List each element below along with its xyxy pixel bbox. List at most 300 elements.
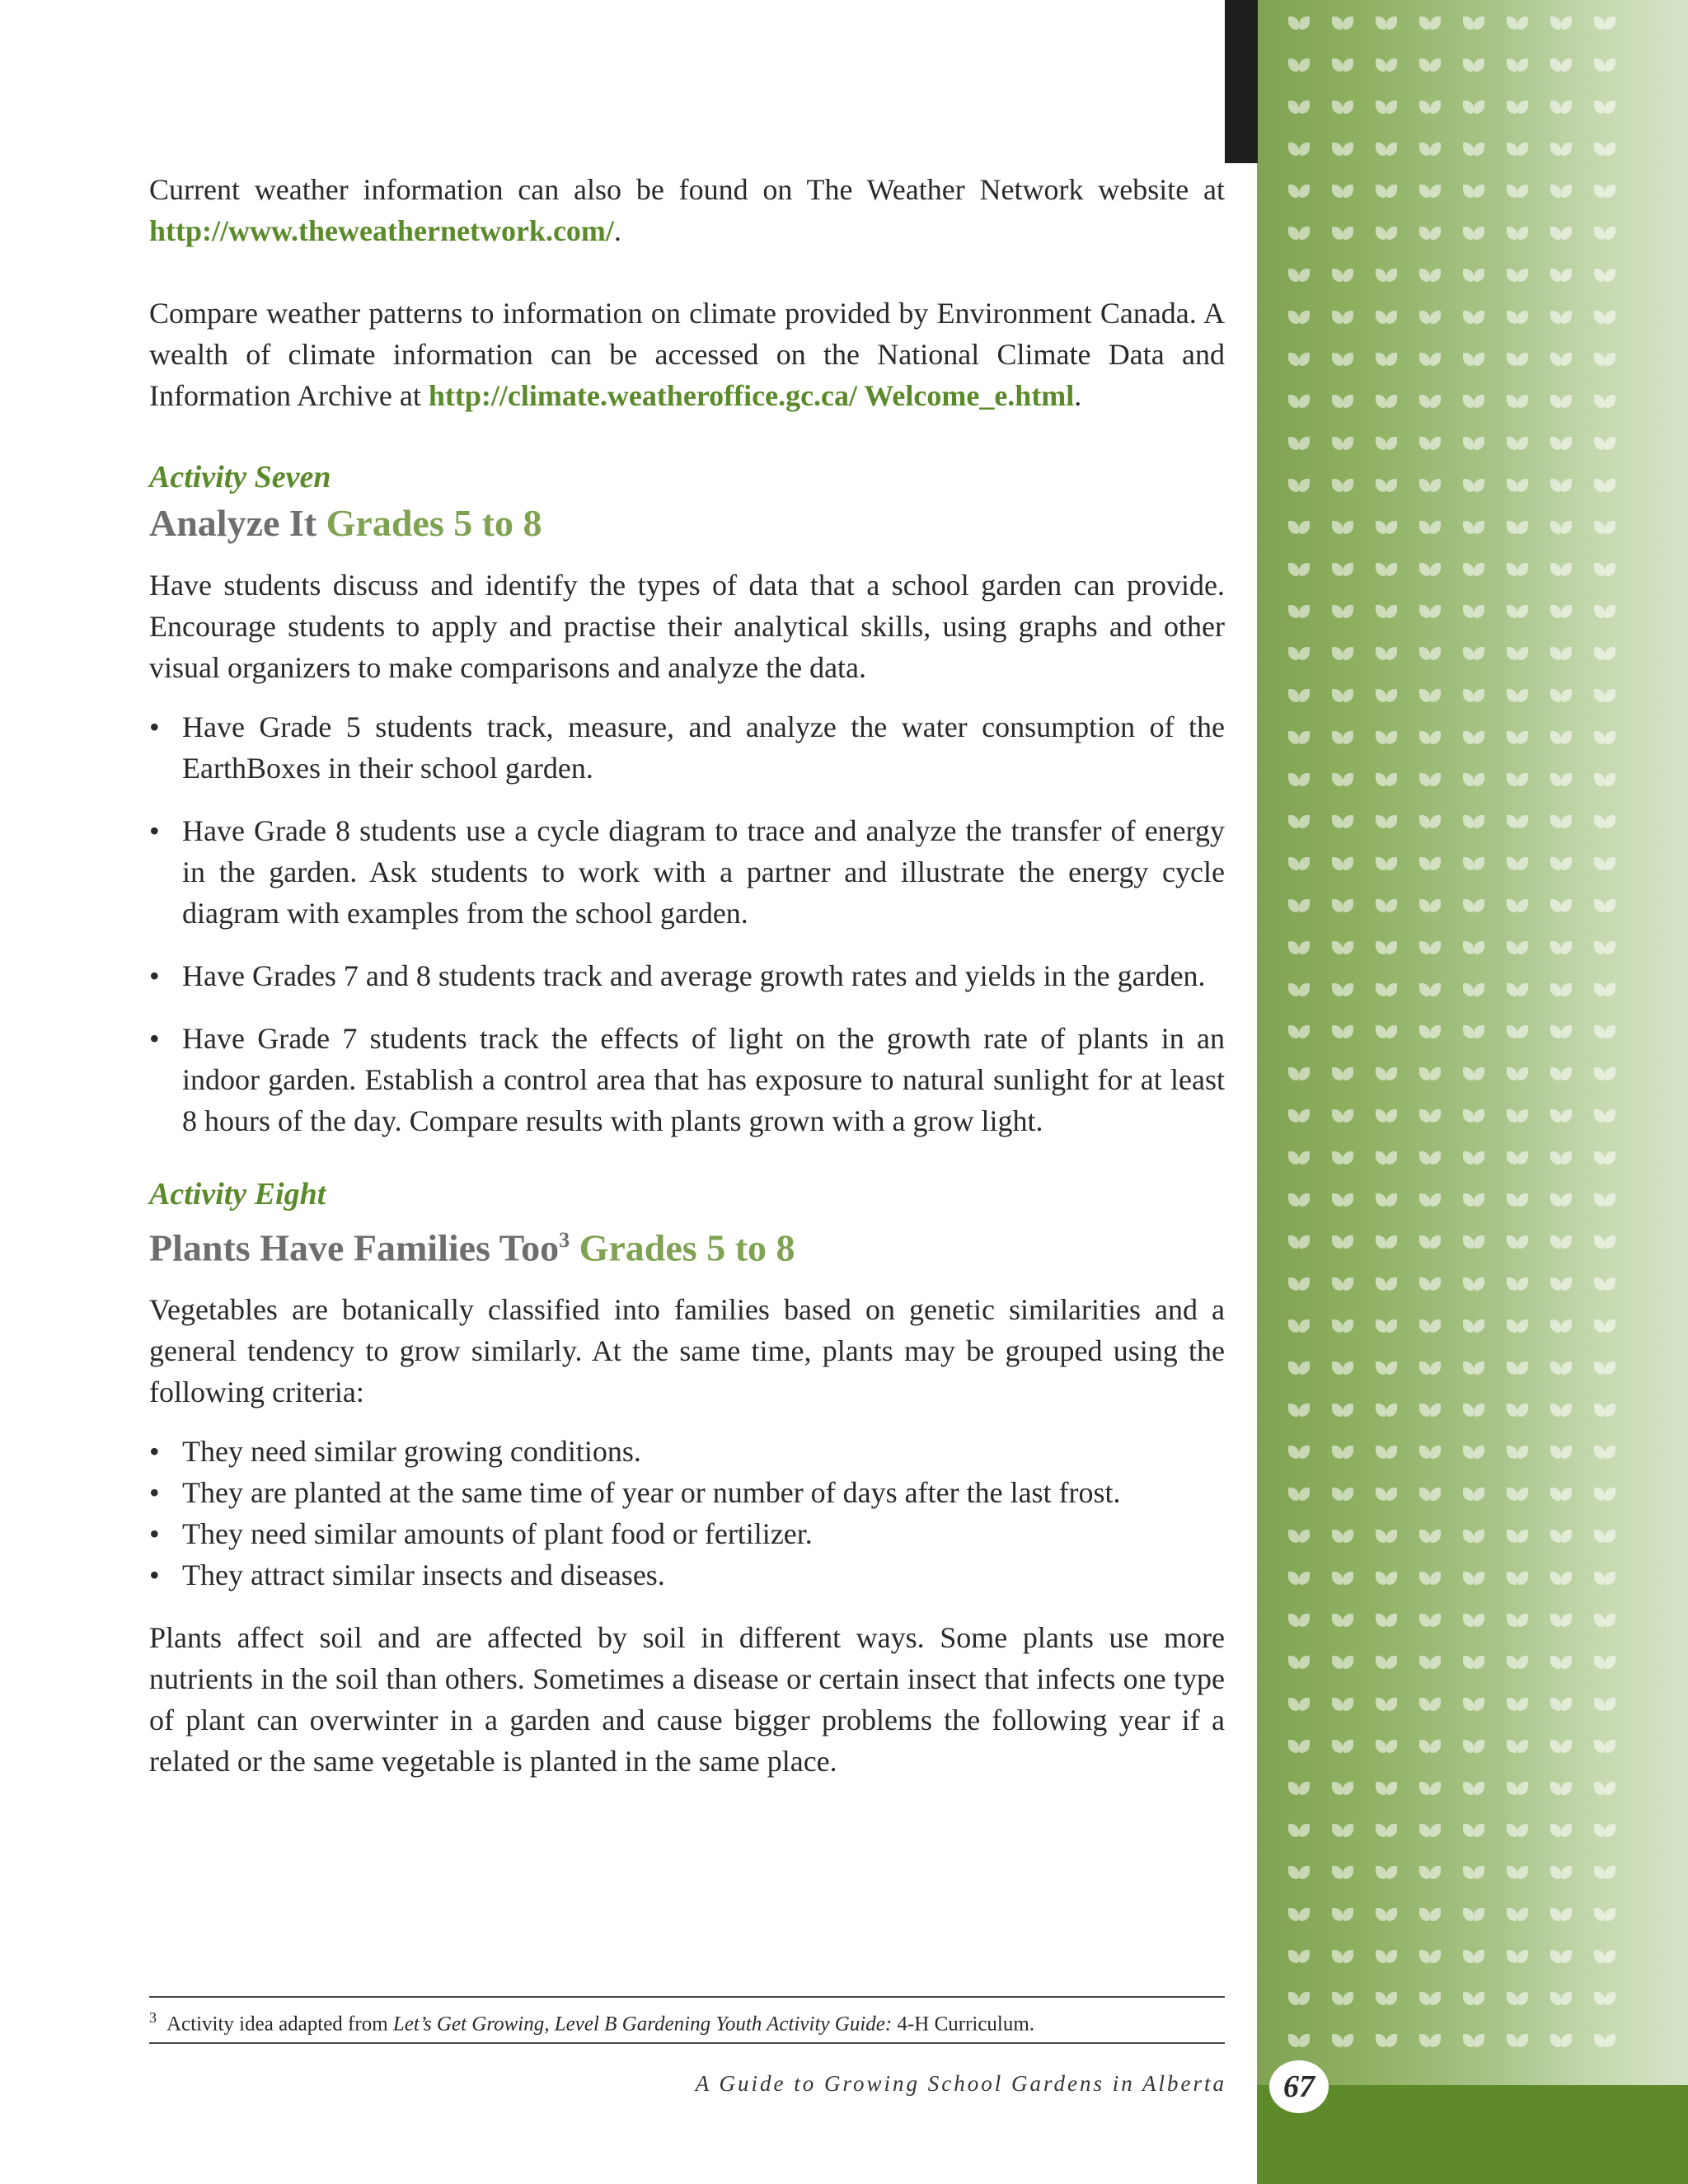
leaf-icon — [1288, 1358, 1310, 1376]
activity-eight-title — [149, 1216, 1225, 1272]
leaf-icon — [1463, 1863, 1484, 1881]
leaf-icon — [1288, 1064, 1310, 1082]
page-number: 67 — [1269, 2060, 1329, 2113]
leaf-icon — [1594, 1905, 1615, 1923]
leaf-icon — [1594, 1779, 1615, 1797]
leaf-icon — [1419, 1610, 1441, 1629]
leaf-icon — [1550, 1526, 1572, 1544]
leaf-icon — [1507, 1232, 1528, 1250]
leaf-icon — [1507, 938, 1528, 956]
leaf-icon — [1332, 896, 1353, 914]
leaf-icon — [1550, 1821, 1572, 1839]
leaf-icon — [1463, 1947, 1484, 1965]
leaf-icon — [1288, 139, 1310, 157]
leaf-icon — [1288, 1821, 1310, 1839]
leaf-icon — [1288, 644, 1310, 662]
leaf-icon — [1419, 2031, 1441, 2049]
leaf-icon — [1376, 1442, 1397, 1460]
leaf-icon — [1419, 1526, 1441, 1544]
leaf-icon — [1376, 1947, 1397, 1965]
leaf-icon — [1463, 686, 1484, 704]
leaf-icon — [1288, 1400, 1310, 1418]
leaf-icon — [1332, 1148, 1353, 1166]
leaf-icon — [1550, 97, 1572, 115]
leaf-icon — [1419, 1989, 1441, 2007]
leaf-icon — [1376, 1821, 1397, 1839]
leaf-icon — [1376, 139, 1397, 157]
leaf-icon — [1376, 1989, 1397, 2007]
leaf-icon — [1332, 13, 1353, 31]
leaf-icon — [1463, 13, 1484, 31]
leaf-icon — [1419, 1190, 1441, 1208]
leaf-icon — [1419, 55, 1441, 73]
leaf-icon — [1463, 1779, 1484, 1797]
leaf-icon — [1332, 1442, 1353, 1460]
leaf-icon — [1463, 1190, 1484, 1208]
leaf-icon — [1463, 1905, 1484, 1923]
leaf-icon — [1550, 1064, 1572, 1082]
leaf-icon — [1419, 223, 1441, 241]
leaf-icon — [1419, 896, 1441, 914]
leaf-icon — [1288, 980, 1310, 998]
leaf-icon — [1550, 1442, 1572, 1460]
leaf-icon — [1419, 1905, 1441, 1923]
leaf-icon — [1594, 980, 1615, 998]
leaf-icon — [1288, 349, 1310, 368]
leaf-icon — [1419, 1736, 1441, 1755]
leaf-icon — [1332, 2031, 1353, 2049]
leaf-icon — [1507, 265, 1528, 284]
leaf-icon — [1463, 1022, 1484, 1040]
leaf-icon — [1594, 560, 1615, 578]
leaf-icon — [1594, 1610, 1615, 1629]
list-item: • Have Grade 7 students track the effects of light on the growth rate of plants in an indoor garden. Establish a control area that has exposure to natural sunlight for at least 8 hours of the day. Compare results with plants grown with a grow light. — [149, 1018, 1225, 1141]
leaf-icon — [1507, 307, 1528, 326]
weather-network-paragraph: Current weather information can also be found on The Weather Network website at http://www.theweathernetwork.com/. — [149, 173, 1225, 247]
leaf-icon — [1376, 644, 1397, 662]
leaf-icon — [1550, 1905, 1572, 1923]
leaf-icon — [1419, 1064, 1441, 1082]
leaf-icon — [1594, 434, 1615, 452]
leaf-icon — [1463, 1568, 1484, 1586]
leaf-icon — [1376, 349, 1397, 368]
leaf-icon — [1463, 1652, 1484, 1671]
list-item: • Have Grade 5 students track, measure, and analyze the water consumption of the EarthBoxes in their school garden. — [149, 706, 1225, 789]
leaf-icon — [1550, 1316, 1572, 1334]
leaf-icon — [1550, 139, 1572, 157]
leaf-icon — [1376, 2031, 1397, 2049]
leaf-icon — [1288, 1694, 1310, 1713]
leaf-icon — [1419, 644, 1441, 662]
criteria-list — [149, 1431, 1225, 1596]
leaf-icon — [1376, 518, 1397, 536]
leaf-icon — [1550, 1652, 1572, 1671]
activity-seven-title — [149, 499, 1225, 548]
leaf-icon — [1463, 1400, 1484, 1418]
leaf-icon — [1288, 518, 1310, 536]
leaf-icon — [1550, 1484, 1572, 1502]
leaf-icon — [1594, 1568, 1615, 1586]
leaf-icon — [1332, 812, 1353, 830]
leaf-icon — [1332, 1610, 1353, 1629]
leaf-icon — [1594, 1652, 1615, 1671]
leaf-icon — [1419, 518, 1441, 536]
footnote-suffix: 4-H Curriculum. — [897, 2013, 1035, 2036]
leaf-icon — [1288, 854, 1310, 872]
leaf-icon — [1594, 97, 1615, 115]
leaf-icon — [1594, 896, 1615, 914]
leaf-icon — [1463, 476, 1484, 494]
leaf-icon — [1332, 307, 1353, 326]
leaf-icon — [1507, 1694, 1528, 1713]
leaf-icon — [1376, 1736, 1397, 1755]
activity-grades: Grades 5 to 8 — [326, 502, 542, 544]
leaf-icon — [1288, 391, 1310, 410]
leaf-icon — [1332, 1064, 1353, 1082]
footnote-reference[interactable]: 3 — [559, 1228, 570, 1252]
leaf-icon — [1376, 391, 1397, 410]
leaf-icon — [1463, 1232, 1484, 1250]
leaf-icon — [1507, 1064, 1528, 1082]
leaf-icon — [1507, 686, 1528, 704]
leaf-icon — [1507, 1190, 1528, 1208]
footnote-prefix: Activity idea adapted from — [166, 2013, 388, 2036]
leaf-icon — [1419, 181, 1441, 199]
leaf-icon — [1332, 1190, 1353, 1208]
leaf-icon — [1594, 602, 1615, 620]
paragraph-text: Current weather information can also be found on The Weather Network website at — [149, 173, 1225, 206]
leaf-icon — [1332, 1526, 1353, 1544]
leaf-icon — [1419, 812, 1441, 830]
leaf-icon — [1463, 518, 1484, 536]
leaf-icon — [1463, 55, 1484, 73]
leaf-icon — [1419, 307, 1441, 326]
leaf-icon — [1288, 2031, 1310, 2049]
leaf-icon — [1507, 560, 1528, 578]
leaf-icon — [1419, 1821, 1441, 1839]
leaf-icon — [1332, 1694, 1353, 1713]
leaf-icon — [1419, 1316, 1441, 1334]
leaf-icon — [1463, 391, 1484, 410]
leaf-icon — [1550, 1736, 1572, 1755]
leaf-icon — [1376, 265, 1397, 284]
leaf-icon — [1594, 1148, 1615, 1166]
leaf-icon — [1332, 1358, 1353, 1376]
leaf-icon — [1550, 602, 1572, 620]
leaf-icon — [1463, 602, 1484, 620]
leaf-icon — [1376, 1232, 1397, 1250]
leaf-icon — [1419, 1652, 1441, 1671]
leaf-icon — [1376, 434, 1397, 452]
activity-eight-intro: Vegetables are botanically classified into families based on genetic similarities and a general tendency to grow similarly. At the same time, plants may be grouped using the following criteria: — [149, 1293, 1225, 1409]
activity-seven-intro: Have students discuss and identify the types of data that a school garden can provide. Encourage students to apply and practise their analytical skills, using graphs and other visual organizers to make comparisons and analyze the data. — [149, 569, 1225, 684]
leaf-icon — [1419, 1022, 1441, 1040]
leaf-icon — [1419, 560, 1441, 578]
leaf-icon — [1507, 349, 1528, 368]
leaf-icon — [1288, 1736, 1310, 1755]
leaf-pattern — [1273, 8, 1623, 2068]
leaf-icon — [1376, 55, 1397, 73]
leaf-icon — [1463, 560, 1484, 578]
leaf-icon — [1419, 1779, 1441, 1797]
leaf-icon — [1507, 1316, 1528, 1334]
leaf-icon — [1332, 1568, 1353, 1586]
leaf-icon — [1288, 812, 1310, 830]
leaf-icon — [1550, 644, 1572, 662]
leaf-icon — [1550, 2031, 1572, 2049]
leaf-icon — [1594, 644, 1615, 662]
leaf-icon — [1507, 1442, 1528, 1460]
leaf-icon — [1376, 1148, 1397, 1166]
leaf-icon — [1594, 1947, 1615, 1965]
activity-eight-label: Activity Eight — [149, 1177, 326, 1212]
leaf-icon — [1507, 434, 1528, 452]
leaf-icon — [1463, 349, 1484, 368]
leaf-icon — [1550, 223, 1572, 241]
leaf-icon — [1376, 1905, 1397, 1923]
leaf-icon — [1288, 1316, 1310, 1334]
leaf-icon — [1419, 1358, 1441, 1376]
leaf-icon — [1507, 55, 1528, 73]
climate-archive-link[interactable]: http://climate.weatheroffice.gc.ca/ Welcome_e.html — [428, 379, 1075, 412]
weather-network-link[interactable]: http://www.theweathernetwork.com/ — [149, 214, 614, 247]
leaf-icon — [1463, 854, 1484, 872]
leaf-icon — [1419, 728, 1441, 746]
leaf-icon — [1550, 1568, 1572, 1586]
leaf-icon — [1288, 1442, 1310, 1460]
leaf-icon — [1288, 1568, 1310, 1586]
leaf-icon — [1550, 1989, 1572, 2007]
leaf-icon — [1332, 1989, 1353, 2007]
activity-seven-list — [149, 706, 1225, 1141]
leaf-icon — [1550, 55, 1572, 73]
leaf-icon — [1507, 181, 1528, 199]
leaf-icon — [1332, 1274, 1353, 1292]
leaf-icon — [1594, 1526, 1615, 1544]
leaf-icon — [1550, 938, 1572, 956]
leaf-icon — [1288, 560, 1310, 578]
leaf-icon — [1376, 854, 1397, 872]
leaf-icon — [1419, 1484, 1441, 1502]
leaf-icon — [1288, 1610, 1310, 1629]
leaf-icon — [1419, 1106, 1441, 1124]
leaf-icon — [1288, 770, 1310, 788]
leaf-icon — [1288, 938, 1310, 956]
leaf-icon — [1376, 181, 1397, 199]
leaf-icon — [1594, 938, 1615, 956]
leaf-icon — [1550, 391, 1572, 410]
leaf-icon — [1463, 1316, 1484, 1334]
leaf-icon — [1507, 1989, 1528, 2007]
leaf-icon — [1463, 896, 1484, 914]
leaf-icon — [1550, 1779, 1572, 1797]
leaf-icon — [1507, 728, 1528, 746]
leaf-icon — [1288, 1022, 1310, 1040]
leaf-icon — [1594, 1316, 1615, 1334]
leaf-icon — [1594, 307, 1615, 326]
leaf-icon — [1507, 1526, 1528, 1544]
leaf-icon — [1463, 1358, 1484, 1376]
leaf-icon — [1288, 728, 1310, 746]
leaf-icon — [1376, 896, 1397, 914]
leaf-icon — [1507, 1484, 1528, 1502]
leaf-icon — [1332, 1106, 1353, 1124]
leaf-icon — [1376, 770, 1397, 788]
list-item: • They are planted at the same time of year or number of days after the last frost. — [149, 1472, 1225, 1513]
leaf-icon — [1550, 307, 1572, 326]
leaf-icon — [1332, 644, 1353, 662]
leaf-icon — [1507, 1400, 1528, 1418]
leaf-icon — [1463, 1148, 1484, 1166]
leaf-icon — [1332, 1652, 1353, 1671]
leaf-icon — [1332, 181, 1353, 199]
leaf-icon — [1507, 854, 1528, 872]
leaf-icon — [1507, 1779, 1528, 1797]
activity-seven-label: Activity Seven — [149, 460, 331, 494]
leaf-icon — [1419, 265, 1441, 284]
leaf-icon — [1376, 938, 1397, 956]
leaf-icon — [1463, 1106, 1484, 1124]
decorative-sidebar — [1257, 0, 1688, 2085]
leaf-icon — [1376, 1568, 1397, 1586]
leaf-icon — [1288, 1863, 1310, 1881]
leaf-icon — [1594, 1358, 1615, 1376]
leaf-icon — [1463, 307, 1484, 326]
leaf-icon — [1376, 1610, 1397, 1629]
leaf-icon — [1594, 1821, 1615, 1839]
leaf-icon — [1507, 1148, 1528, 1166]
footer-divider — [149, 2042, 1225, 2044]
leaf-icon — [1507, 476, 1528, 494]
leaf-icon — [1419, 1568, 1441, 1586]
leaf-icon — [1332, 1821, 1353, 1839]
leaf-icon — [1376, 13, 1397, 31]
leaf-icon — [1594, 1022, 1615, 1040]
leaf-icon — [1507, 896, 1528, 914]
leaf-icon — [1376, 1694, 1397, 1713]
leaf-icon — [1419, 938, 1441, 956]
leaf-icon — [1550, 560, 1572, 578]
leaf-icon — [1419, 854, 1441, 872]
leaf-icon — [1332, 854, 1353, 872]
section-tab — [1225, 0, 1258, 163]
leaf-icon — [1376, 1022, 1397, 1040]
leaf-icon — [1507, 391, 1528, 410]
leaf-icon — [1594, 55, 1615, 73]
leaf-icon — [1507, 1652, 1528, 1671]
leaf-icon — [1376, 686, 1397, 704]
leaf-icon — [1288, 602, 1310, 620]
leaf-icon — [1376, 1526, 1397, 1544]
leaf-icon — [1376, 307, 1397, 326]
leaf-icon — [1288, 434, 1310, 452]
leaf-icon — [1332, 602, 1353, 620]
leaf-icon — [1507, 812, 1528, 830]
list-item: • They need similar growing conditions. — [149, 1431, 1225, 1472]
leaf-icon — [1463, 1064, 1484, 1082]
leaf-icon — [1288, 1905, 1310, 1923]
leaf-icon — [1376, 1484, 1397, 1502]
soil-paragraph: Plants affect soil and are affected by soil in different ways. Some plants use more nutrients in the soil than others. Sometimes a disease or certain insect that infects one type of plant can overwinter in a garden and cause bigger problems the following year if a related or the same vegetable is planted in the same place. — [149, 1621, 1225, 1779]
leaf-icon — [1550, 1190, 1572, 1208]
leaf-icon — [1550, 1863, 1572, 1881]
leaf-icon — [1332, 1736, 1353, 1755]
leaf-icon — [1463, 938, 1484, 956]
leaf-icon — [1550, 181, 1572, 199]
leaf-icon — [1550, 1022, 1572, 1040]
climate-archive-paragraph: Compare weather patterns to information on climate provided by Environment Canada. A wealth of climate information can be accessed on the National Climate Data and Information Archive at http://climate.weatheroffice.gc.ca/ Welcome_e.html. — [149, 297, 1225, 412]
footnote-mark: 3 — [149, 2009, 157, 2026]
leaf-icon — [1419, 1694, 1441, 1713]
leaf-icon — [1550, 1610, 1572, 1629]
leaf-icon — [1463, 770, 1484, 788]
leaf-icon — [1419, 349, 1441, 368]
leaf-icon — [1376, 223, 1397, 241]
leaf-icon — [1550, 1106, 1572, 1124]
leaf-icon — [1376, 1106, 1397, 1124]
leaf-icon — [1419, 1274, 1441, 1292]
leaf-icon — [1332, 223, 1353, 241]
leaf-icon — [1419, 1232, 1441, 1250]
leaf-icon — [1507, 1736, 1528, 1755]
leaf-icon — [1507, 602, 1528, 620]
leaf-icon — [1288, 1232, 1310, 1250]
leaf-icon — [1594, 1232, 1615, 1250]
leaf-icon — [1332, 349, 1353, 368]
leaf-icon — [1376, 1863, 1397, 1881]
leaf-icon — [1594, 1274, 1615, 1292]
leaf-icon — [1332, 1022, 1353, 1040]
leaf-icon — [1463, 1694, 1484, 1713]
leaf-icon — [1550, 1694, 1572, 1713]
leaf-icon — [1332, 560, 1353, 578]
leaf-icon — [1507, 1947, 1528, 1965]
leaf-icon — [1507, 1821, 1528, 1839]
leaf-icon — [1288, 1148, 1310, 1166]
leaf-icon — [1419, 97, 1441, 115]
leaf-icon — [1332, 391, 1353, 410]
leaf-icon — [1507, 644, 1528, 662]
list-item: • They need similar amounts of plant food or fertilizer. — [149, 1513, 1225, 1554]
leaf-icon — [1332, 434, 1353, 452]
leaf-icon — [1594, 1442, 1615, 1460]
leaf-icon — [1507, 1905, 1528, 1923]
leaf-icon — [1288, 1190, 1310, 1208]
leaf-icon — [1332, 728, 1353, 746]
leaf-icon — [1550, 518, 1572, 536]
leaf-icon — [1332, 1484, 1353, 1502]
main-content — [149, 169, 1225, 1782]
leaf-icon — [1376, 1190, 1397, 1208]
leaf-icon — [1550, 1358, 1572, 1376]
leaf-icon — [1463, 2031, 1484, 2049]
leaf-icon — [1332, 97, 1353, 115]
leaf-icon — [1419, 476, 1441, 494]
leaf-icon — [1463, 1736, 1484, 1755]
leaf-icon — [1594, 181, 1615, 199]
footnote — [149, 2003, 1225, 2039]
leaf-icon — [1507, 139, 1528, 157]
paragraph-text: Compare weather patterns to information on climate provided by Environment Canada. A wealth of climate information can be accessed on the National Climate Data and Information Archive at — [149, 297, 1225, 412]
leaf-icon — [1332, 1232, 1353, 1250]
leaf-icon — [1419, 1863, 1441, 1881]
leaf-icon — [1288, 1274, 1310, 1292]
leaf-icon — [1332, 139, 1353, 157]
leaf-icon — [1463, 728, 1484, 746]
leaf-icon — [1594, 1190, 1615, 1208]
leaf-icon — [1594, 265, 1615, 284]
leaf-icon — [1507, 1358, 1528, 1376]
